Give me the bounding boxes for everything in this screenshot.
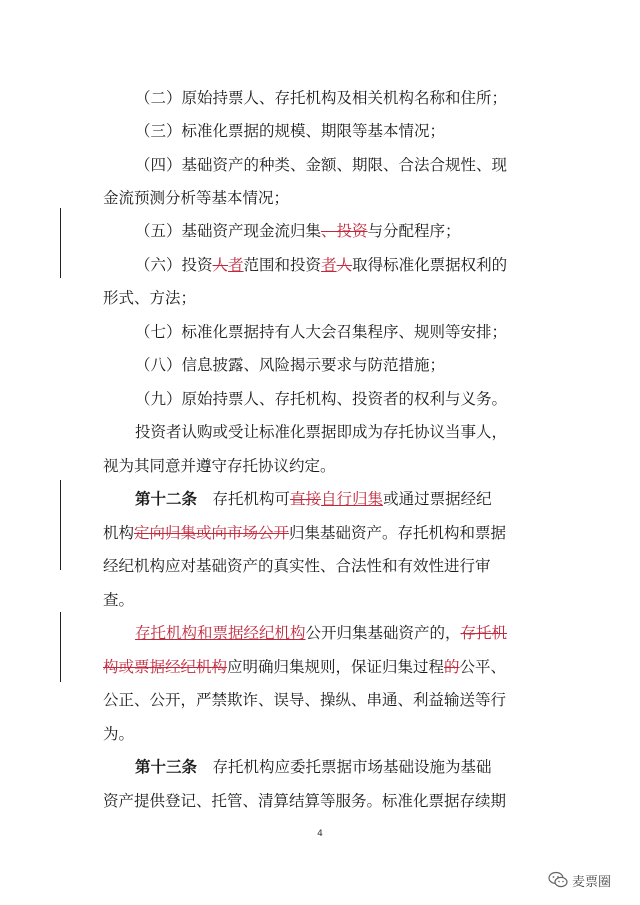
deleted-text: 人 xyxy=(336,256,353,274)
text-line xyxy=(0,255,640,275)
text-line xyxy=(0,422,640,442)
text-run: （七）标准化票据持有人大会召集程序、规则等安排； xyxy=(135,323,508,341)
text-line xyxy=(0,690,640,710)
text-line xyxy=(0,188,640,208)
deleted-text: 人 xyxy=(212,256,229,274)
text-run: 形式、方法； xyxy=(103,289,197,307)
text-run: 经纪机构应对基础资产的真实性、合法性和有效性进行审 xyxy=(103,557,491,575)
text-run: 范围和投资 xyxy=(243,256,322,274)
deleted-text: 、投资 xyxy=(321,222,368,240)
deleted-text: 定向归集或向市场公开 xyxy=(134,524,290,542)
text-line xyxy=(0,523,640,543)
text-run: 与分配程序； xyxy=(367,222,461,240)
text-run: （二）原始持票人、存托机构及相关机构名称和住所； xyxy=(135,89,508,107)
text-line xyxy=(0,757,640,777)
text-run: 金流预测分析等基本情况； xyxy=(103,189,290,207)
text-line xyxy=(0,121,640,141)
text-run: 资产提供登记、托管、清算结算等服务。标准化票据存续期 xyxy=(103,792,507,810)
text-line xyxy=(0,657,640,677)
article-heading: 第十二条 xyxy=(135,489,198,508)
text-run: 为。 xyxy=(103,725,135,743)
text-run: 机构 xyxy=(103,524,135,542)
text-run: （六）投资 xyxy=(135,256,213,274)
text-run: （四）基础资产的种类、金额、期限、合法合规性、现 xyxy=(135,156,508,174)
text-run: 公正、公开，严禁欺诈、误导、操纵、串通、利益输送等行 xyxy=(103,691,507,709)
inserted-text: 自行归集 xyxy=(321,490,384,508)
text-run: 应明确归集规则，保证归集过程 xyxy=(227,658,445,676)
text-line xyxy=(0,155,640,175)
text-run: 公开归集基础资产的， xyxy=(305,624,461,642)
text-line xyxy=(0,389,640,409)
text-run: 视为其同意并遵守存托协议约定。 xyxy=(103,457,336,475)
article-heading: 第十三条 xyxy=(135,757,198,776)
text-line xyxy=(0,355,640,375)
text-run: 或通过票据经纪 xyxy=(383,490,492,508)
watermark-text: 麦票圈 xyxy=(572,874,612,890)
text-line xyxy=(0,556,640,576)
text-line xyxy=(0,791,640,811)
text-run: 取得标准化票据权利的 xyxy=(352,256,508,274)
text-run: （八）信息披露、风险揭示要求与防范措施； xyxy=(135,356,446,374)
page-number: 4 xyxy=(317,829,323,839)
inserted-text: 者 xyxy=(228,256,244,274)
text-run: 存托机构应委托票据市场基础设施为基础 xyxy=(197,758,492,776)
text-run: （三）标准化票据的规模、期限等基本情况； xyxy=(135,122,446,140)
inserted-text: 存托机构和票据经纪机构 xyxy=(135,624,306,642)
text-run: 公平、 xyxy=(459,658,507,676)
text-line xyxy=(0,322,640,342)
deleted-text: 构或票据经纪机构 xyxy=(103,658,228,676)
deleted-text: 存托机 xyxy=(460,624,508,642)
watermark xyxy=(548,870,611,890)
text-run: （五）基础资产现金流归集 xyxy=(135,222,322,240)
deleted-text: 直接 xyxy=(290,490,322,508)
text-line xyxy=(0,221,640,241)
text-run: 投资者认购或受让标准化票据即成为存托协议当事人， xyxy=(135,423,508,441)
text-line xyxy=(0,590,640,610)
text-run: （九）原始持票人、存托机构、投资者的权利与义务。 xyxy=(135,390,508,408)
text-line xyxy=(0,456,640,476)
text-line xyxy=(0,724,640,744)
text-run: 归集基础资产。存托机构和票据 xyxy=(289,524,507,542)
inserted-text: 者 xyxy=(321,256,337,274)
text-run: 查。 xyxy=(103,591,135,609)
text-line xyxy=(0,489,640,509)
wechat-logo-icon xyxy=(548,871,568,889)
text-line xyxy=(0,88,640,108)
text-run: 存托机构可 xyxy=(197,490,291,508)
deleted-text: 的 xyxy=(444,658,460,676)
text-line xyxy=(0,288,640,308)
text-line xyxy=(0,623,640,643)
